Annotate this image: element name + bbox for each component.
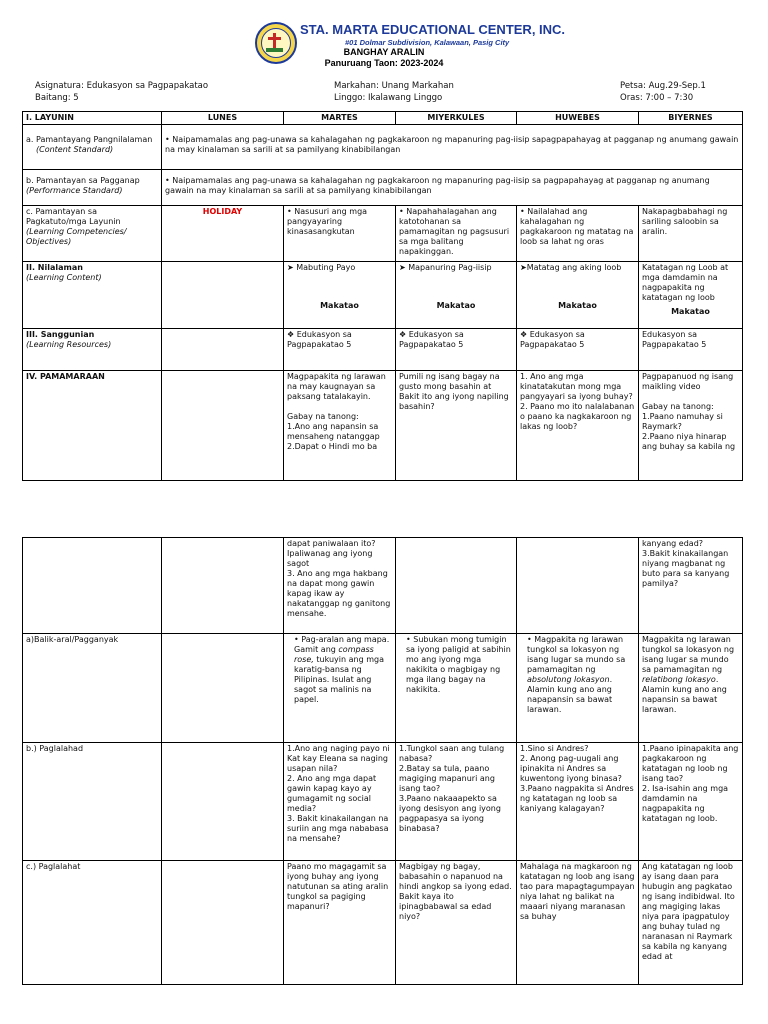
col-header-huwebes: HUWEBES bbox=[517, 112, 639, 125]
table-row bbox=[23, 329, 743, 371]
sanggunian-label: III. Sanggunian (Learning Resources) bbox=[23, 329, 162, 371]
baitang: Baitang: 5 bbox=[35, 93, 79, 103]
col-header-miyerkules: MIYERKULES bbox=[396, 112, 517, 125]
table-row bbox=[23, 371, 743, 481]
huwebes-paglalahad: 1.Sino si Andres? 2. Anong pag-uugali ang ipinakita ni Andres sa kuwentong iyong binasa? 3.Paano nagpakita si Andres ng katatagan ng loob sa kaniyang kalagayan? bbox=[517, 743, 639, 861]
martes-paglalahat: Paano mo magagamit sa iyong buhay ang iyong natutunan sa ating aralin tungkol sa pagiging mapanuri? bbox=[284, 861, 396, 985]
miyerkules-competency: • Napahahalagahan ang katotohanan sa pamamagitan ng pagsusuri sa mga balitang napakinggan. bbox=[396, 206, 517, 262]
meta-middle bbox=[334, 80, 454, 104]
huwebes-balik-aral: • Magpakita ng larawan tungkol sa lokasyon ng isang lugar sa mundo sa pamamagitan ng absolutong lokasyon. Alamin kung ano ang napapansin sa bawat larawan. bbox=[517, 634, 639, 743]
lunes-sanggunian bbox=[162, 329, 284, 371]
linggo: Linggo: Ikalawang Linggo bbox=[334, 93, 443, 103]
huwebes-competency: • Nailalahad ang kahalagahan ng pagkakaroon ng matatag na loob sa lahat ng oras bbox=[517, 206, 639, 262]
miyerkules-continuation bbox=[396, 538, 517, 634]
lunes-paglalahad bbox=[162, 743, 284, 861]
school-address: #01 Dolmar Subdivision, Kalawaan, Pasig City bbox=[345, 38, 510, 47]
makatao-label: Makatao bbox=[320, 301, 359, 310]
huwebes-sanggunian: ❖ Edukasyon sa Pagpapakatao 5 bbox=[517, 329, 639, 371]
performance-standard-label: b. Pamantayan sa Pagganap (Performance Standard) bbox=[23, 170, 162, 206]
miyerkules-pamamaraan: Pumili ng isang bagay na gusto mong basahin at Bakit ito ang iyong napiling basahin? bbox=[396, 371, 517, 481]
makatao-label: Makatao bbox=[558, 301, 597, 310]
lesson-plan-table-2 bbox=[22, 537, 743, 985]
lunes-holiday: HOLIDAY bbox=[162, 206, 284, 262]
markahan: Markahan: Unang Markahan bbox=[334, 81, 454, 91]
table-row bbox=[23, 170, 743, 206]
makatao-label: Makatao bbox=[436, 301, 476, 310]
martes-nilalaman: ➤ Mabuting Payo Makatao bbox=[284, 262, 396, 329]
martes-competency: • Nasusuri ang mga pangyayaring kinasasangkutan bbox=[284, 206, 396, 262]
martes-sanggunian: ❖ Edukasyon sa Pagpapakatao 5 bbox=[284, 329, 396, 371]
huwebes-continuation bbox=[517, 538, 639, 634]
lunes-pamamaraan bbox=[162, 371, 284, 481]
makatao-label: Makatao bbox=[671, 307, 710, 316]
paglalahad-label: b.) Paglalahad bbox=[23, 743, 162, 861]
miyerkules-paglalahad: 1.Tungkol saan ang tulang nabasa? 2.Batay sa tula, paano magiging mapanuri ang isang tao? 3.Paano nakaaapekto sa iyong desisyon ang iyong pagpapasya sa iyong binabasa? bbox=[396, 743, 517, 861]
col-header-biyernes: BIYERNES bbox=[639, 112, 743, 125]
col-header-martes: MARTES bbox=[284, 112, 396, 125]
lunes-paglalahat bbox=[162, 861, 284, 985]
competencies-label: c. Pamantayan sa Pagkatuto/mga Layunin (Learning Competencies/ Objectives) bbox=[23, 206, 162, 262]
pamamaraan-label: IV. PAMAMARAAN bbox=[23, 371, 162, 481]
biyernes-continuation: kanyang edad? 3.Bakit kinakailangan niyang magbanat ng buto para sa kanyang pamilya? bbox=[639, 538, 743, 634]
meta-right bbox=[620, 80, 706, 104]
nilalaman-label: II. Nilalaman (Learning Content) bbox=[23, 262, 162, 329]
huwebes-paglalahat: Mahalaga na magkaroon ng katatagan ng loob ang isang tao para mapagtagumpayan niya lahat ng balikat na maaari niyang maranasan sa buhay bbox=[517, 861, 639, 985]
petsa: Petsa: Aug.29-Sep.1 bbox=[620, 81, 706, 91]
martes-continuation: dapat paniwalaan ito? Ipaliwanag ang iyong sagot 3. Ano ang mga hakbang na dapat mong gawin kapag ikaw ay nakatanggap ng ganitong mensahe. bbox=[284, 538, 396, 634]
huwebes-pamamaraan: 1. Ano ang mga kinatatakutan mong mga pangyayari sa iyong buhay? 2. Paano mo ito nalalabanan o paano ka nagkakaroon ng lakas ng loob? bbox=[517, 371, 639, 481]
paglalahat-label: c.) Paglalahat bbox=[23, 861, 162, 985]
table-row bbox=[23, 206, 743, 262]
biyernes-paglalahad: 1.Paano ipinapakita ang pagkakaroon ng katatagan ng loob ng isang tao? 2. Isa-isahin ang mga damdamin na nagpapakita ng katatagan ng loob. bbox=[639, 743, 743, 861]
meta-left bbox=[35, 80, 208, 104]
miyerkules-sanggunian: ❖ Edukasyon sa Pagpapakatao 5 bbox=[396, 329, 517, 371]
content-standard-label: a. Pamantayang Pangnilalaman (Content Standard) bbox=[23, 125, 162, 170]
col-header-lunes: LUNES bbox=[162, 112, 284, 125]
biyernes-balik-aral: Magpakita ng larawan tungkol sa lokasyon ng isang lugar sa mundo sa pamamagitan ng relatibong lokasyo. Alamin kung ano ang napansin sa bawat larawan. bbox=[639, 634, 743, 743]
lesson-plan-table-1 bbox=[22, 111, 743, 481]
table-row bbox=[23, 861, 743, 985]
table-row bbox=[23, 538, 743, 634]
martes-paglalahad: 1.Ano ang naging payo ni Kat kay Eleana sa naging usapan nila? 2. Ano ang mga dapat gawin kapag kayo ay gumagamit ng social media? 3. Bakit kinakailangan na suriin ang mga nababasa na mensahe? bbox=[284, 743, 396, 861]
huwebes-nilalaman: ➤Matatag ang aking loob Makatao bbox=[517, 262, 639, 329]
school-name: STA. MARTA EDUCATIONAL CENTER, INC. bbox=[300, 22, 566, 37]
balik-aral-label: a)Balik-aral/Pagganyak bbox=[23, 634, 162, 743]
table-row bbox=[23, 125, 743, 170]
table-header-row bbox=[23, 112, 743, 125]
table-row bbox=[23, 262, 743, 329]
table-row bbox=[23, 634, 743, 743]
lunes-continuation bbox=[162, 538, 284, 634]
col-header-layunin: I. LAYUNIN bbox=[23, 112, 162, 125]
oras: Oras: 7:00 – 7:30 bbox=[620, 93, 694, 103]
lunes-nilalaman bbox=[162, 262, 284, 329]
miyerkules-balik-aral: • Subukan mong tumigin sa iyong paligid at sabihin mo ang iyong mga nakikita o magbigay ng mga ilang bagay na nakikita. bbox=[396, 634, 517, 743]
performance-standard-text: • Naipamamalas ang pag-unawa sa kahalagahan ng pagkakaroon ng mapanuring pag-iisip sa pagpapahayag at pagganap ng anumang gawain na may kinalaman sa sarili at sa pamilyang kinabibilangan bbox=[162, 170, 743, 206]
table-row bbox=[23, 743, 743, 861]
miyerkules-nilalaman: ➤ Mapanuring Pag-iisip Makatao bbox=[396, 262, 517, 329]
asignatura: Asignatura: Edukasyon sa Pagpapakatao bbox=[35, 81, 209, 91]
doc-title: BANGHAY ARALIN bbox=[343, 47, 425, 57]
martes-pamamaraan: Magpapakita ng larawan na may kaugnayan sa paksang tatalakayin. Gabay na tanong: 1.Ano ang napansin sa mensaheng natanggap 2.Dapat o Hindi mo ba bbox=[284, 371, 396, 481]
biyernes-nilalaman: Katatagan ng Loob at mga damdamin na nagpapakita ng katatagan ng loob Makatao bbox=[639, 262, 743, 329]
lunes-balik-aral bbox=[162, 634, 284, 743]
biyernes-sanggunian: Edukasyon sa Pagpapakatao 5 bbox=[639, 329, 743, 371]
miyerkules-paglalahat: Magbigay ng bagay, babasahin o napanuod na hindi angkop sa iyong edad. Bakit kaya ito ipinagbabawal sa edad niyo? bbox=[396, 861, 517, 985]
school-year: Panuruang Taon: 2023-2024 bbox=[324, 58, 444, 68]
biyernes-paglalahat: Ang katatagan ng loob ay isang daan para hubugin ang pagkatao ng isang indibidwal. Ito ang magiging lakas niya para ipagpatuloy ang buhay tulad ng naranasan ni Raymark sa kabila ng kanyang edad at bbox=[639, 861, 743, 985]
content-standard-text: • Naipamamalas ang pag-unawa sa kahalagahan ng pagkakaroon ng mapanuring pag-iisip sapagpapahayag at pagganap ng anumang gawain na may kinalaman sa sarili at sa pamilyang kinabibilangan bbox=[162, 125, 743, 170]
biyernes-competency: Nakapagbabahagi ng sariling saloobin sa aralin. bbox=[639, 206, 743, 262]
biyernes-pamamaraan: Pagpapanuod ng isang maikling video Gabay na tanong: 1.Paano namuhay si Raymark? 2.Paano niya hinarap ang buhay sa kabila ng bbox=[639, 371, 743, 481]
continuation-label bbox=[23, 538, 162, 634]
martes-balik-aral: • Pag-aralan ang mapa. Gamit ang compass rose, tukuyin ang mga karatig-bansa ng Pilipinas. Isulat ang sagot sa malinis na papel. bbox=[284, 634, 396, 743]
